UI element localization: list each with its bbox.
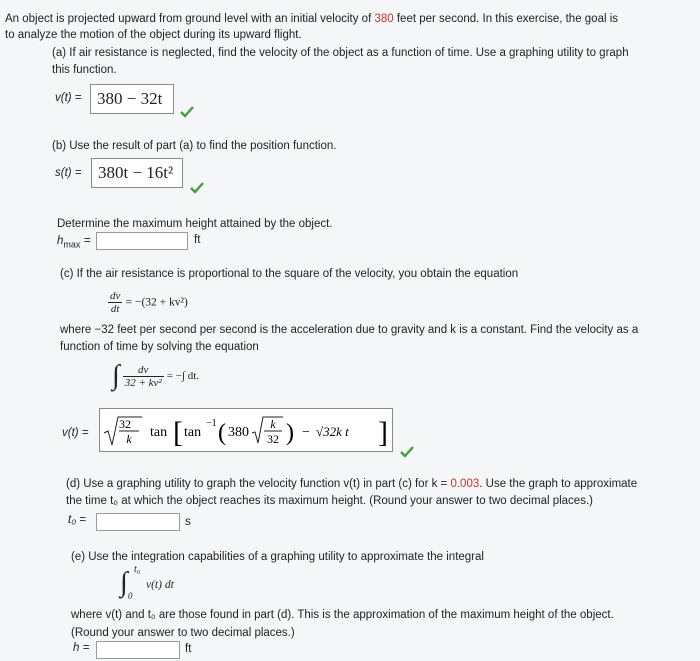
check-icon bbox=[400, 446, 414, 458]
svg-text:32: 32 bbox=[267, 432, 279, 446]
integral-equation: ∫ $\frac{dv}{\text{32 + kv²}}$ = −∫ dt. bbox=[112, 360, 200, 391]
svg-text:(: ( bbox=[218, 420, 226, 446]
part-c-label: v(t) = bbox=[62, 427, 89, 439]
definite-integral: ∫ t₀ 0 v(t) dt bbox=[120, 564, 174, 601]
diff-equation: $\frac{dv}{dt}$ = −(32 + kv²) bbox=[110, 290, 188, 315]
part-e-round: (Round your answer to two decimal places.) bbox=[71, 627, 295, 639]
svg-text:√32k t: √32k t bbox=[316, 424, 349, 439]
svg-text:tan: tan bbox=[150, 425, 168, 440]
part-e-where: where v(t) and t₀ are those found in part (d). This is the approximation of the maximum height of the object. bbox=[71, 609, 614, 621]
part-b-answer[interactable]: 380t − 16t² bbox=[91, 158, 183, 188]
svg-text:32: 32 bbox=[119, 417, 131, 431]
t0-input[interactable] bbox=[96, 513, 180, 531]
part-a-question-2: this function. bbox=[52, 64, 117, 76]
intro-text: An object is projected upward from ground level with an initial velocity of 380 feet per second. In this exercise, the goal is bbox=[5, 13, 619, 25]
check-icon bbox=[190, 182, 204, 194]
check-icon bbox=[180, 106, 194, 118]
part-a-question: (a) If air resistance is neglected, find the velocity of the object as a function of time. Use a graphing utility to graph bbox=[52, 47, 629, 59]
h-input[interactable] bbox=[96, 641, 180, 659]
svg-text:tan: tan bbox=[184, 425, 202, 440]
hmax-input[interactable] bbox=[96, 232, 188, 250]
part-b-label: s(t) = bbox=[55, 167, 82, 179]
svg-text:−1: −1 bbox=[206, 418, 217, 429]
part-c-question: (c) If the air resistance is proportional to the square of the velocity, you obtain the equation bbox=[60, 268, 519, 280]
svg-text:[: [ bbox=[173, 416, 183, 449]
svg-text:380: 380 bbox=[228, 425, 249, 440]
intro-text-2: to analyze the motion of the object during its upward flight. bbox=[5, 29, 302, 41]
max-height-prompt: Determine the maximum height attained by the object. bbox=[57, 218, 333, 230]
hmax-unit: ft bbox=[194, 234, 201, 246]
part-c-where-2: function of time by solving the equation bbox=[60, 341, 259, 353]
part-d-question-2: the time t₀ at which the object reaches its maximum height. (Round your answer to two decimal places.) bbox=[66, 495, 593, 507]
initial-velocity-value: 380 bbox=[374, 13, 394, 25]
svg-text:k: k bbox=[126, 432, 132, 446]
part-c-answer[interactable] bbox=[99, 408, 393, 452]
k-value: 0.003 bbox=[450, 478, 480, 490]
t0-unit: s bbox=[185, 516, 191, 528]
velocity-formula bbox=[102, 409, 390, 453]
svg-text:−: − bbox=[302, 425, 310, 440]
svg-text:k: k bbox=[270, 417, 276, 431]
part-a-answer[interactable]: 380 − 32t bbox=[90, 84, 174, 114]
part-d-label: t₀ = bbox=[68, 514, 86, 526]
part-a-label: v(t) = bbox=[55, 92, 82, 104]
part-e-question: (e) Use the integration capabilities of a graphing utility to approximate the integral bbox=[71, 551, 484, 563]
svg-text:): ) bbox=[286, 420, 294, 446]
part-d-question: (d) Use a graphing utility to graph the velocity function v(t) in part (c) for k = 0.003. Use the graph to approximate bbox=[66, 478, 638, 490]
part-b-question: (b) Use the result of part (a) to find the position function. bbox=[52, 140, 337, 152]
hmax-label: $h_{max}$ = bbox=[57, 233, 91, 250]
part-e-label: h = bbox=[73, 642, 90, 654]
part-c-where: where −32 feet per second per second is the acceleration due to gravity and k is a constant. Find the velocity as a bbox=[60, 324, 639, 336]
h-unit: ft bbox=[185, 643, 192, 655]
svg-text:]: ] bbox=[378, 416, 388, 449]
